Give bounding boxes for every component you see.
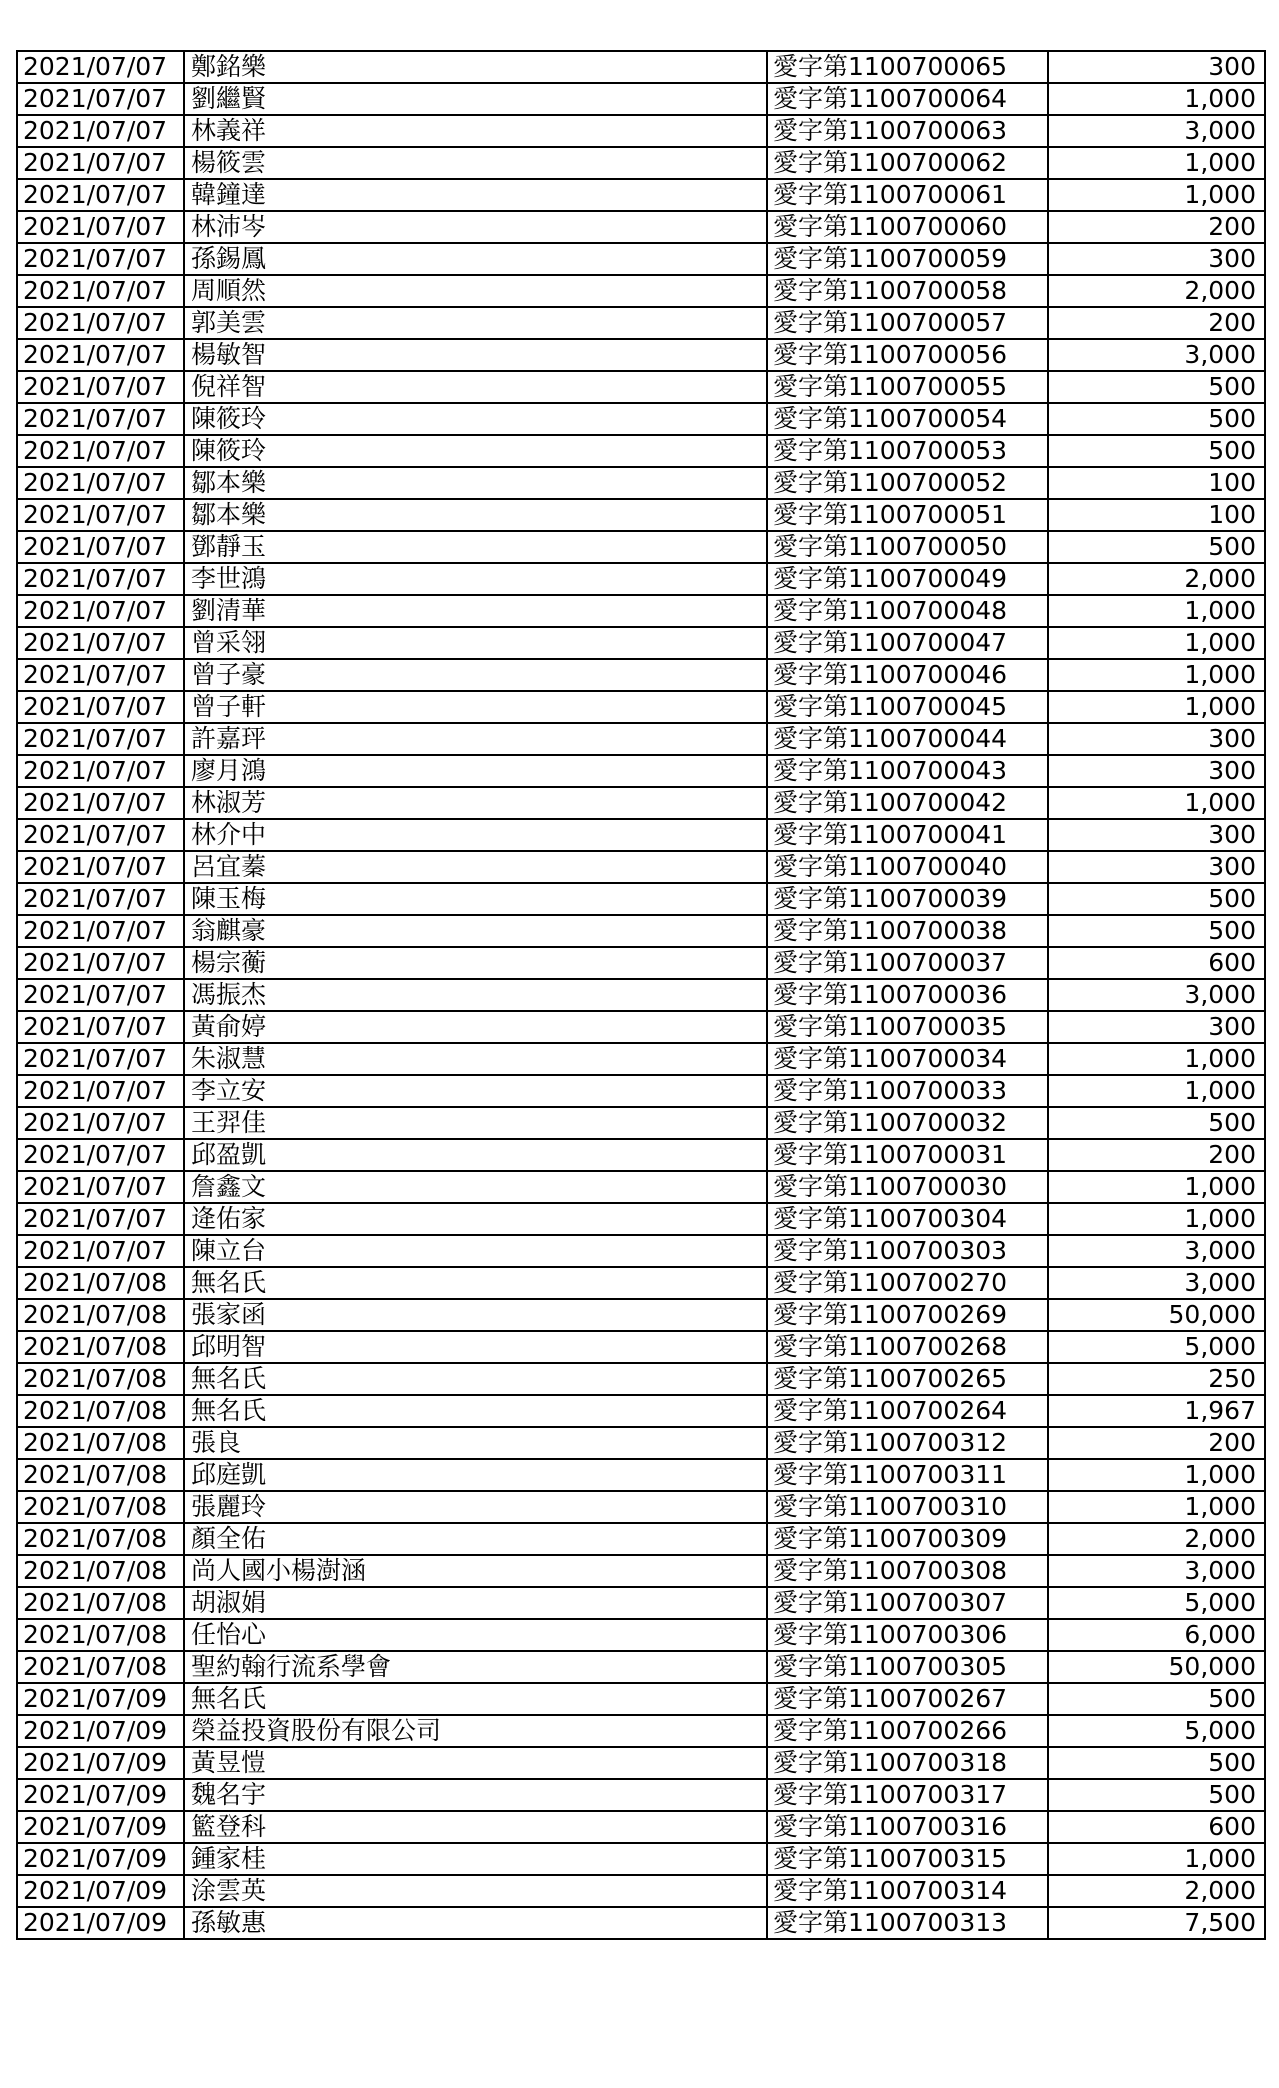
date-cell: 2021/07/07 xyxy=(17,851,184,883)
table-row xyxy=(17,915,1265,947)
amount-cell: 500 xyxy=(1048,915,1265,947)
receipt-number-cell: 愛字第1100700059 xyxy=(767,243,1048,275)
date-cell: 2021/07/09 xyxy=(17,1715,184,1747)
receipt-number-cell: 愛字第1100700054 xyxy=(767,403,1048,435)
receipt-number-cell: 愛字第1100700048 xyxy=(767,595,1048,627)
date-cell: 2021/07/07 xyxy=(17,531,184,563)
amount-cell: 3,000 xyxy=(1048,1555,1265,1587)
amount-cell: 1,000 xyxy=(1048,1491,1265,1523)
date-cell: 2021/07/07 xyxy=(17,883,184,915)
donor-name-cell: 韓鐘達 xyxy=(184,179,767,211)
amount-cell: 300 xyxy=(1048,51,1265,83)
donor-name-cell: 邱盈凱 xyxy=(184,1139,767,1171)
donor-name-cell: 倪祥智 xyxy=(184,371,767,403)
amount-cell: 2,000 xyxy=(1048,1523,1265,1555)
donor-name-cell: 周順然 xyxy=(184,275,767,307)
receipt-number-cell: 愛字第1100700264 xyxy=(767,1395,1048,1427)
table-row xyxy=(17,179,1265,211)
table-row xyxy=(17,1267,1265,1299)
receipt-number-cell: 愛字第1100700043 xyxy=(767,755,1048,787)
date-cell: 2021/07/09 xyxy=(17,1843,184,1875)
table-row xyxy=(17,723,1265,755)
date-cell: 2021/07/07 xyxy=(17,1043,184,1075)
donor-name-cell: 逄佑家 xyxy=(184,1203,767,1235)
date-cell: 2021/07/09 xyxy=(17,1683,184,1715)
date-cell: 2021/07/07 xyxy=(17,947,184,979)
amount-cell: 3,000 xyxy=(1048,339,1265,371)
date-cell: 2021/07/07 xyxy=(17,1075,184,1107)
table-row xyxy=(17,307,1265,339)
amount-cell: 300 xyxy=(1048,755,1265,787)
amount-cell: 1,000 xyxy=(1048,1171,1265,1203)
amount-cell: 1,000 xyxy=(1048,1075,1265,1107)
amount-cell: 500 xyxy=(1048,1107,1265,1139)
table-row xyxy=(17,659,1265,691)
amount-cell: 5,000 xyxy=(1048,1715,1265,1747)
date-cell: 2021/07/07 xyxy=(17,83,184,115)
receipt-number-cell: 愛字第1100700031 xyxy=(767,1139,1048,1171)
amount-cell: 500 xyxy=(1048,403,1265,435)
date-cell: 2021/07/08 xyxy=(17,1299,184,1331)
receipt-number-cell: 愛字第1100700033 xyxy=(767,1075,1048,1107)
date-cell: 2021/07/07 xyxy=(17,179,184,211)
receipt-number-cell: 愛字第1100700064 xyxy=(767,83,1048,115)
amount-cell: 200 xyxy=(1048,307,1265,339)
receipt-number-cell: 愛字第1100700055 xyxy=(767,371,1048,403)
donor-name-cell: 顏全佑 xyxy=(184,1523,767,1555)
donor-name-cell: 黃俞婷 xyxy=(184,1011,767,1043)
receipt-number-cell: 愛字第1100700312 xyxy=(767,1427,1048,1459)
donor-name-cell: 許嘉玶 xyxy=(184,723,767,755)
table-row xyxy=(17,1363,1265,1395)
donor-name-cell: 曾子軒 xyxy=(184,691,767,723)
amount-cell: 7,500 xyxy=(1048,1907,1265,1939)
date-cell: 2021/07/07 xyxy=(17,723,184,755)
receipt-number-cell: 愛字第1100700316 xyxy=(767,1811,1048,1843)
amount-cell: 5,000 xyxy=(1048,1587,1265,1619)
donor-name-cell: 張麗玲 xyxy=(184,1491,767,1523)
table-row xyxy=(17,83,1265,115)
table-row xyxy=(17,51,1265,83)
donor-name-cell: 任怡心 xyxy=(184,1619,767,1651)
receipt-number-cell: 愛字第1100700308 xyxy=(767,1555,1048,1587)
donor-name-cell: 林沛岑 xyxy=(184,211,767,243)
amount-cell: 2,000 xyxy=(1048,275,1265,307)
receipt-number-cell: 愛字第1100700267 xyxy=(767,1683,1048,1715)
donor-name-cell: 胡淑娟 xyxy=(184,1587,767,1619)
date-cell: 2021/07/08 xyxy=(17,1651,184,1683)
receipt-number-cell: 愛字第1100700060 xyxy=(767,211,1048,243)
donor-name-cell: 張良 xyxy=(184,1427,767,1459)
donor-name-cell: 鄧靜玉 xyxy=(184,531,767,563)
table-row xyxy=(17,819,1265,851)
amount-cell: 1,000 xyxy=(1048,691,1265,723)
amount-cell: 200 xyxy=(1048,1427,1265,1459)
date-cell: 2021/07/09 xyxy=(17,1747,184,1779)
table-row xyxy=(17,435,1265,467)
donation-table xyxy=(16,50,1266,1940)
amount-cell: 3,000 xyxy=(1048,1267,1265,1299)
receipt-number-cell: 愛字第1100700034 xyxy=(767,1043,1048,1075)
receipt-number-cell: 愛字第1100700307 xyxy=(767,1587,1048,1619)
date-cell: 2021/07/08 xyxy=(17,1331,184,1363)
amount-cell: 600 xyxy=(1048,947,1265,979)
receipt-number-cell: 愛字第1100700306 xyxy=(767,1619,1048,1651)
date-cell: 2021/07/08 xyxy=(17,1395,184,1427)
table-row xyxy=(17,1875,1265,1907)
date-cell: 2021/07/08 xyxy=(17,1267,184,1299)
table-row xyxy=(17,1395,1265,1427)
table-row xyxy=(17,947,1265,979)
date-cell: 2021/07/07 xyxy=(17,691,184,723)
table-row xyxy=(17,1427,1265,1459)
table-row xyxy=(17,851,1265,883)
donor-name-cell: 黃昱愷 xyxy=(184,1747,767,1779)
donor-name-cell: 李立安 xyxy=(184,1075,767,1107)
table-row xyxy=(17,1171,1265,1203)
amount-cell: 250 xyxy=(1048,1363,1265,1395)
donor-name-cell: 李世鴻 xyxy=(184,563,767,595)
receipt-number-cell: 愛字第1100700305 xyxy=(767,1651,1048,1683)
date-cell: 2021/07/07 xyxy=(17,1139,184,1171)
receipt-number-cell: 愛字第1100700268 xyxy=(767,1331,1048,1363)
date-cell: 2021/07/09 xyxy=(17,1811,184,1843)
table-row xyxy=(17,627,1265,659)
receipt-number-cell: 愛字第1100700311 xyxy=(767,1459,1048,1491)
table-row xyxy=(17,243,1265,275)
amount-cell: 1,000 xyxy=(1048,179,1265,211)
donor-name-cell: 王羿佳 xyxy=(184,1107,767,1139)
date-cell: 2021/07/07 xyxy=(17,787,184,819)
receipt-number-cell: 愛字第1100700045 xyxy=(767,691,1048,723)
receipt-number-cell: 愛字第1100700265 xyxy=(767,1363,1048,1395)
receipt-number-cell: 愛字第1100700051 xyxy=(767,499,1048,531)
date-cell: 2021/07/07 xyxy=(17,595,184,627)
date-cell: 2021/07/09 xyxy=(17,1907,184,1939)
donor-name-cell: 林淑芳 xyxy=(184,787,767,819)
donor-name-cell: 朱淑慧 xyxy=(184,1043,767,1075)
donor-name-cell: 孫敏惠 xyxy=(184,1907,767,1939)
receipt-number-cell: 愛字第1100700317 xyxy=(767,1779,1048,1811)
donor-name-cell: 孫錫鳳 xyxy=(184,243,767,275)
table-row xyxy=(17,691,1265,723)
donor-name-cell: 榮益投資股份有限公司 xyxy=(184,1715,767,1747)
table-row xyxy=(17,499,1265,531)
receipt-number-cell: 愛字第1100700039 xyxy=(767,883,1048,915)
table-row xyxy=(17,115,1265,147)
receipt-number-cell: 愛字第1100700038 xyxy=(767,915,1048,947)
receipt-number-cell: 愛字第1100700052 xyxy=(767,467,1048,499)
date-cell: 2021/07/07 xyxy=(17,979,184,1011)
receipt-number-cell: 愛字第1100700062 xyxy=(767,147,1048,179)
donor-name-cell: 林介中 xyxy=(184,819,767,851)
receipt-number-cell: 愛字第1100700042 xyxy=(767,787,1048,819)
date-cell: 2021/07/07 xyxy=(17,563,184,595)
table-row xyxy=(17,1651,1265,1683)
amount-cell: 1,000 xyxy=(1048,147,1265,179)
table-row xyxy=(17,1139,1265,1171)
donor-name-cell: 無名氏 xyxy=(184,1267,767,1299)
donor-name-cell: 郭美雲 xyxy=(184,307,767,339)
receipt-number-cell: 愛字第1100700049 xyxy=(767,563,1048,595)
amount-cell: 3,000 xyxy=(1048,1235,1265,1267)
amount-cell: 2,000 xyxy=(1048,563,1265,595)
amount-cell: 2,000 xyxy=(1048,1875,1265,1907)
donor-name-cell: 邱明智 xyxy=(184,1331,767,1363)
table-row xyxy=(17,1107,1265,1139)
amount-cell: 6,000 xyxy=(1048,1619,1265,1651)
table-row xyxy=(17,787,1265,819)
table-row xyxy=(17,1523,1265,1555)
date-cell: 2021/07/07 xyxy=(17,1203,184,1235)
date-cell: 2021/07/07 xyxy=(17,819,184,851)
receipt-number-cell: 愛字第1100700041 xyxy=(767,819,1048,851)
date-cell: 2021/07/09 xyxy=(17,1875,184,1907)
date-cell: 2021/07/07 xyxy=(17,211,184,243)
table-row xyxy=(17,563,1265,595)
date-cell: 2021/07/07 xyxy=(17,1171,184,1203)
table-row xyxy=(17,147,1265,179)
table-row xyxy=(17,403,1265,435)
donor-name-cell: 鍾家桂 xyxy=(184,1843,767,1875)
receipt-number-cell: 愛字第1100700037 xyxy=(767,947,1048,979)
receipt-number-cell: 愛字第1100700270 xyxy=(767,1267,1048,1299)
date-cell: 2021/07/07 xyxy=(17,147,184,179)
table-row xyxy=(17,1043,1265,1075)
receipt-number-cell: 愛字第1100700035 xyxy=(767,1011,1048,1043)
date-cell: 2021/07/07 xyxy=(17,371,184,403)
receipt-number-cell: 愛字第1100700058 xyxy=(767,275,1048,307)
amount-cell: 50,000 xyxy=(1048,1651,1265,1683)
table-row xyxy=(17,531,1265,563)
table-row xyxy=(17,595,1265,627)
receipt-number-cell: 愛字第1100700303 xyxy=(767,1235,1048,1267)
donation-table-body xyxy=(17,51,1265,1939)
date-cell: 2021/07/08 xyxy=(17,1427,184,1459)
donor-name-cell: 無名氏 xyxy=(184,1395,767,1427)
amount-cell: 1,967 xyxy=(1048,1395,1265,1427)
date-cell: 2021/07/08 xyxy=(17,1587,184,1619)
donor-name-cell: 呂宜蓁 xyxy=(184,851,767,883)
donor-name-cell: 邱庭凱 xyxy=(184,1459,767,1491)
receipt-number-cell: 愛字第1100700314 xyxy=(767,1875,1048,1907)
receipt-number-cell: 愛字第1100700050 xyxy=(767,531,1048,563)
receipt-number-cell: 愛字第1100700046 xyxy=(767,659,1048,691)
donor-name-cell: 劉繼賢 xyxy=(184,83,767,115)
donor-name-cell: 詹鑫文 xyxy=(184,1171,767,1203)
donor-name-cell: 聖約翰行流系學會 xyxy=(184,1651,767,1683)
receipt-number-cell: 愛字第1100700036 xyxy=(767,979,1048,1011)
amount-cell: 1,000 xyxy=(1048,627,1265,659)
receipt-number-cell: 愛字第1100700053 xyxy=(767,435,1048,467)
donor-name-cell: 鄒本樂 xyxy=(184,499,767,531)
amount-cell: 1,000 xyxy=(1048,595,1265,627)
date-cell: 2021/07/07 xyxy=(17,403,184,435)
table-row xyxy=(17,1747,1265,1779)
date-cell: 2021/07/07 xyxy=(17,435,184,467)
amount-cell: 1,000 xyxy=(1048,1203,1265,1235)
table-row xyxy=(17,1459,1265,1491)
table-row xyxy=(17,1491,1265,1523)
receipt-number-cell: 愛字第1100700030 xyxy=(767,1171,1048,1203)
table-row xyxy=(17,1555,1265,1587)
amount-cell: 300 xyxy=(1048,1011,1265,1043)
table-row xyxy=(17,211,1265,243)
receipt-number-cell: 愛字第1100700040 xyxy=(767,851,1048,883)
date-cell: 2021/07/07 xyxy=(17,1011,184,1043)
donor-name-cell: 涂雲英 xyxy=(184,1875,767,1907)
donor-name-cell: 曾采翎 xyxy=(184,627,767,659)
date-cell: 2021/07/07 xyxy=(17,243,184,275)
table-row xyxy=(17,1843,1265,1875)
donor-name-cell: 翁麒豪 xyxy=(184,915,767,947)
amount-cell: 600 xyxy=(1048,1811,1265,1843)
amount-cell: 1,000 xyxy=(1048,787,1265,819)
date-cell: 2021/07/07 xyxy=(17,627,184,659)
amount-cell: 100 xyxy=(1048,467,1265,499)
table-row xyxy=(17,1619,1265,1651)
date-cell: 2021/07/08 xyxy=(17,1459,184,1491)
amount-cell: 300 xyxy=(1048,851,1265,883)
amount-cell: 100 xyxy=(1048,499,1265,531)
amount-cell: 1,000 xyxy=(1048,1459,1265,1491)
date-cell: 2021/07/09 xyxy=(17,1779,184,1811)
amount-cell: 5,000 xyxy=(1048,1331,1265,1363)
receipt-number-cell: 愛字第1100700315 xyxy=(767,1843,1048,1875)
date-cell: 2021/07/07 xyxy=(17,755,184,787)
donor-name-cell: 楊敏智 xyxy=(184,339,767,371)
donor-name-cell: 籃登科 xyxy=(184,1811,767,1843)
amount-cell: 3,000 xyxy=(1048,115,1265,147)
amount-cell: 1,000 xyxy=(1048,1043,1265,1075)
receipt-number-cell: 愛字第1100700310 xyxy=(767,1491,1048,1523)
receipt-number-cell: 愛字第1100700056 xyxy=(767,339,1048,371)
amount-cell: 300 xyxy=(1048,243,1265,275)
date-cell: 2021/07/08 xyxy=(17,1619,184,1651)
table-row xyxy=(17,1075,1265,1107)
date-cell: 2021/07/08 xyxy=(17,1555,184,1587)
donor-name-cell: 陳立台 xyxy=(184,1235,767,1267)
donor-name-cell: 魏名宇 xyxy=(184,1779,767,1811)
amount-cell: 500 xyxy=(1048,1779,1265,1811)
date-cell: 2021/07/08 xyxy=(17,1491,184,1523)
donor-name-cell: 馮振杰 xyxy=(184,979,767,1011)
table-row xyxy=(17,371,1265,403)
donor-name-cell: 尚人國小楊澍涵 xyxy=(184,1555,767,1587)
receipt-number-cell: 愛字第1100700063 xyxy=(767,115,1048,147)
date-cell: 2021/07/07 xyxy=(17,275,184,307)
date-cell: 2021/07/08 xyxy=(17,1523,184,1555)
donor-name-cell: 無名氏 xyxy=(184,1363,767,1395)
table-row xyxy=(17,1587,1265,1619)
amount-cell: 500 xyxy=(1048,371,1265,403)
amount-cell: 500 xyxy=(1048,531,1265,563)
date-cell: 2021/07/07 xyxy=(17,339,184,371)
donor-name-cell: 廖月鴻 xyxy=(184,755,767,787)
donor-name-cell: 劉清華 xyxy=(184,595,767,627)
donor-name-cell: 曾子豪 xyxy=(184,659,767,691)
table-row xyxy=(17,1203,1265,1235)
receipt-number-cell: 愛字第1100700269 xyxy=(767,1299,1048,1331)
receipt-number-cell: 愛字第1100700304 xyxy=(767,1203,1048,1235)
table-row xyxy=(17,755,1265,787)
table-row xyxy=(17,1011,1265,1043)
date-cell: 2021/07/08 xyxy=(17,1363,184,1395)
receipt-number-cell: 愛字第1100700313 xyxy=(767,1907,1048,1939)
table-row xyxy=(17,1331,1265,1363)
table-row xyxy=(17,275,1265,307)
amount-cell: 1,000 xyxy=(1048,1843,1265,1875)
donor-name-cell: 無名氏 xyxy=(184,1683,767,1715)
receipt-number-cell: 愛字第1100700065 xyxy=(767,51,1048,83)
donor-name-cell: 林義祥 xyxy=(184,115,767,147)
donor-name-cell: 陳玉梅 xyxy=(184,883,767,915)
date-cell: 2021/07/07 xyxy=(17,1235,184,1267)
amount-cell: 50,000 xyxy=(1048,1299,1265,1331)
date-cell: 2021/07/07 xyxy=(17,915,184,947)
donor-name-cell: 楊筱雲 xyxy=(184,147,767,179)
table-row xyxy=(17,1907,1265,1939)
receipt-number-cell: 愛字第1100700057 xyxy=(767,307,1048,339)
date-cell: 2021/07/07 xyxy=(17,51,184,83)
amount-cell: 1,000 xyxy=(1048,659,1265,691)
receipt-number-cell: 愛字第1100700047 xyxy=(767,627,1048,659)
date-cell: 2021/07/07 xyxy=(17,1107,184,1139)
table-row xyxy=(17,979,1265,1011)
table-row xyxy=(17,339,1265,371)
amount-cell: 500 xyxy=(1048,1683,1265,1715)
amount-cell: 500 xyxy=(1048,883,1265,915)
receipt-number-cell: 愛字第1100700044 xyxy=(767,723,1048,755)
amount-cell: 300 xyxy=(1048,819,1265,851)
receipt-number-cell: 愛字第1100700032 xyxy=(767,1107,1048,1139)
donor-name-cell: 鄭銘樂 xyxy=(184,51,767,83)
table-row xyxy=(17,1683,1265,1715)
receipt-number-cell: 愛字第1100700309 xyxy=(767,1523,1048,1555)
table-row xyxy=(17,1779,1265,1811)
donor-name-cell: 陳筱玲 xyxy=(184,403,767,435)
amount-cell: 500 xyxy=(1048,1747,1265,1779)
amount-cell: 300 xyxy=(1048,723,1265,755)
date-cell: 2021/07/07 xyxy=(17,115,184,147)
table-row xyxy=(17,883,1265,915)
table-row xyxy=(17,1715,1265,1747)
donor-name-cell: 鄒本樂 xyxy=(184,467,767,499)
receipt-number-cell: 愛字第1100700266 xyxy=(767,1715,1048,1747)
donor-name-cell: 張家函 xyxy=(184,1299,767,1331)
amount-cell: 500 xyxy=(1048,435,1265,467)
amount-cell: 1,000 xyxy=(1048,83,1265,115)
table-row xyxy=(17,1811,1265,1843)
amount-cell: 3,000 xyxy=(1048,979,1265,1011)
amount-cell: 200 xyxy=(1048,1139,1265,1171)
table-row xyxy=(17,1235,1265,1267)
donor-name-cell: 陳筱玲 xyxy=(184,435,767,467)
date-cell: 2021/07/07 xyxy=(17,307,184,339)
receipt-number-cell: 愛字第1100700061 xyxy=(767,179,1048,211)
donor-name-cell: 楊宗蘅 xyxy=(184,947,767,979)
date-cell: 2021/07/07 xyxy=(17,659,184,691)
amount-cell: 200 xyxy=(1048,211,1265,243)
receipt-number-cell: 愛字第1100700318 xyxy=(767,1747,1048,1779)
date-cell: 2021/07/07 xyxy=(17,499,184,531)
date-cell: 2021/07/07 xyxy=(17,467,184,499)
table-row xyxy=(17,467,1265,499)
table-row xyxy=(17,1299,1265,1331)
